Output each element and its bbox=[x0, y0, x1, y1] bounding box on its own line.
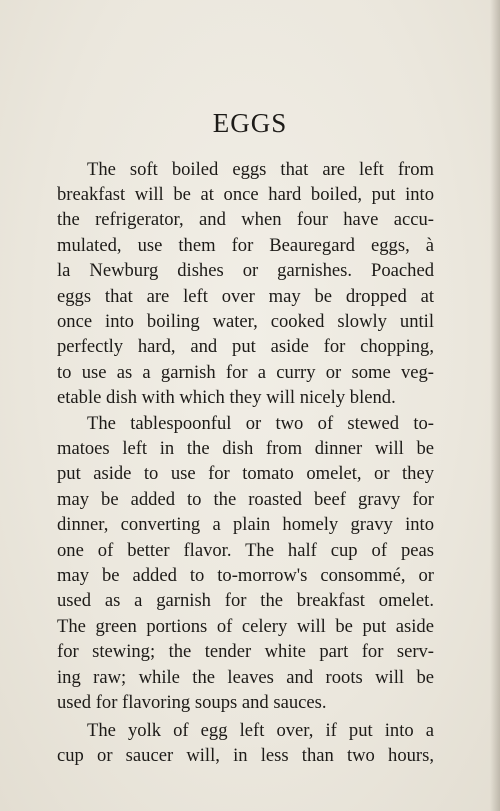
text-line: mulated, use them for Beauregard eggs, à bbox=[57, 235, 434, 256]
text-line: The soft boiled eggs that are left from bbox=[87, 159, 434, 180]
text-line: matoes left in the dish from dinner will be bbox=[57, 438, 434, 459]
text-line: perfectly hard, and put aside for chopping, bbox=[57, 336, 434, 357]
text-line: may be added to the roasted beef gravy for bbox=[57, 489, 434, 510]
text-line: etable dish with which they will nicely blend. bbox=[57, 387, 396, 408]
text-line: used as a garnish for the breakfast omelet. bbox=[57, 590, 434, 611]
text-line: may be added to to-morrow's consommé, or bbox=[57, 565, 434, 586]
text-line: la Newburg dishes or garnishes. Poached bbox=[57, 260, 434, 281]
text-line: once into boiling water, cooked slowly until bbox=[57, 311, 434, 332]
text-line: one of better flavor. The half cup of peas bbox=[57, 540, 434, 561]
text-line: The green portions of celery will be put aside bbox=[57, 616, 434, 637]
text-line: eggs that are left over may be dropped at bbox=[57, 286, 434, 307]
text-line: ing raw; while the leaves and roots will be bbox=[57, 667, 434, 688]
text-line: dinner, converting a plain homely gravy into bbox=[57, 514, 434, 535]
text-line: for stewing; the tender white part for serv- bbox=[57, 641, 434, 662]
text-line: used for flavoring soups and sauces. bbox=[57, 692, 327, 713]
text-line: breakfast will be at once hard boiled, put into bbox=[57, 184, 434, 205]
text-line: cup or saucer will, in less than two hours, bbox=[57, 745, 434, 766]
text-line: the refrigerator, and when four have accu- bbox=[57, 209, 434, 230]
text-line: The yolk of egg left over, if put into a bbox=[87, 720, 434, 741]
chapter-heading: EGGS bbox=[212, 108, 288, 138]
text-line: The tablespoonful or two of stewed to- bbox=[87, 413, 434, 434]
text-line: to use as a garnish for a curry or some veg- bbox=[57, 362, 434, 383]
text-line: put aside to use for tomato omelet, or they bbox=[57, 463, 434, 484]
